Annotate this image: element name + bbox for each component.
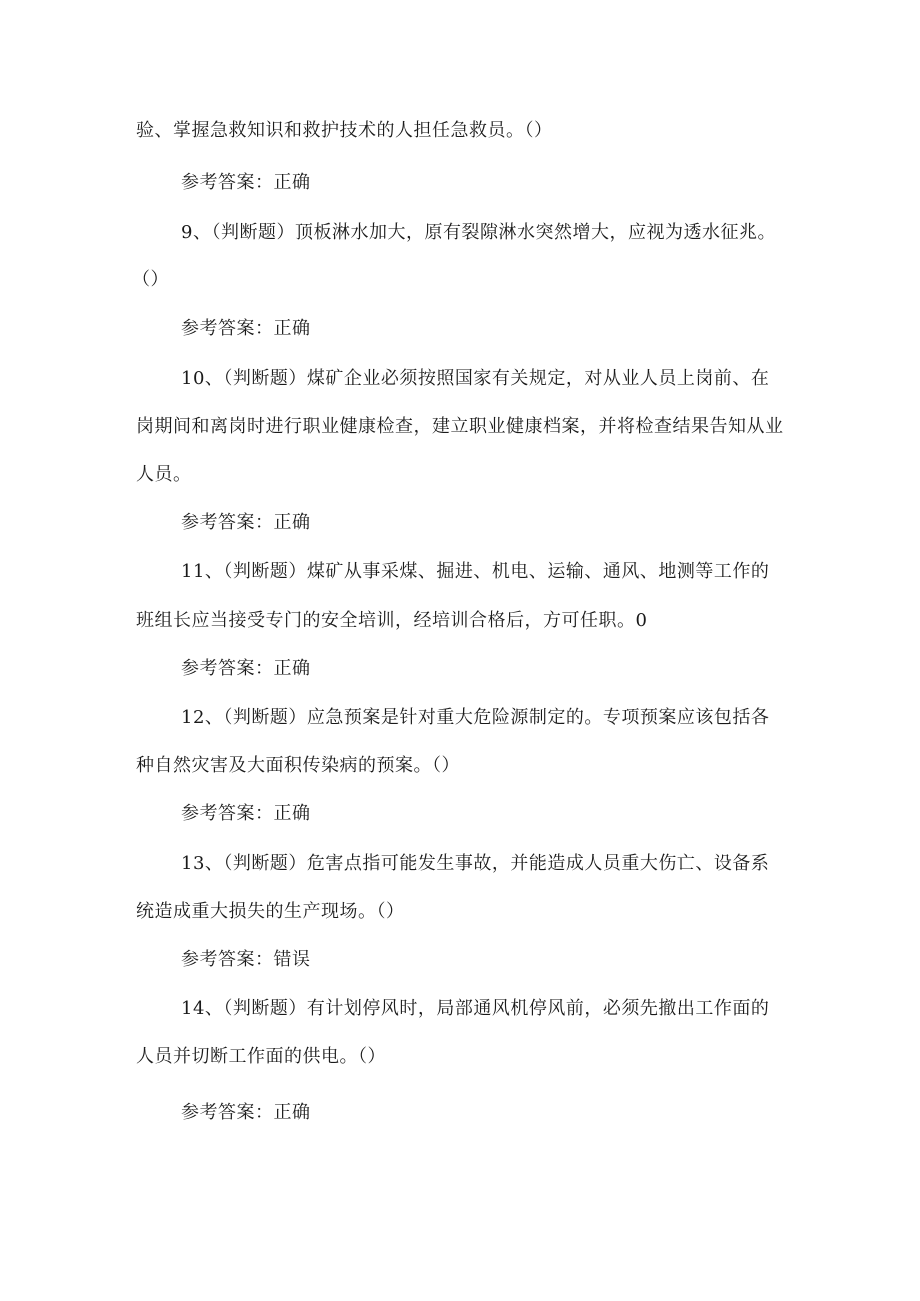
question-line: 9、（判断题）顶板淋水加大，原有裂隙淋水突然增大，应视为透水征兆。 bbox=[181, 222, 776, 243]
question-line: 岗期间和离岗时进行职业健康检查，建立职业健康档案，并将检查结果告知从业 bbox=[136, 416, 784, 437]
question-line: 11、（判断题）煤矿从事采煤、掘进、机电、运输、通风、地测等工作的 bbox=[181, 561, 770, 582]
question-line: 12、（判断题）应急预案是针对重大危险源制定的。专项预案应该包括各 bbox=[181, 707, 770, 728]
question-line: 13、（判断题）危害点指可能发生事故，并能造成人员重大伤亡、设备系 bbox=[181, 853, 770, 874]
answer-line: 参考答案：正确 bbox=[181, 172, 311, 193]
question-line: 种自然灾害及大面积传染病的预案。（） bbox=[136, 755, 460, 776]
answer-line: 参考答案：正确 bbox=[181, 803, 311, 824]
question-line: 统造成重大损失的生产现场。（） bbox=[136, 901, 405, 922]
question-line: 14、（判断题）有计划停风时，局部通风机停风前，必须先撤出工作面的 bbox=[181, 998, 770, 1019]
question-line: 人员并切断工作面的供电。（） bbox=[136, 1046, 386, 1067]
answer-line: 参考答案：正确 bbox=[181, 318, 311, 339]
question-line: 人员。 bbox=[136, 464, 192, 485]
answer-line: 参考答案：正确 bbox=[181, 1102, 311, 1123]
question-line: 10、（判断题）煤矿企业必须按照国家有关规定，对从业人员上岗前、在 bbox=[181, 368, 770, 389]
question-line: 班组长应当接受专门的安全培训，经培训合格后，方可任职。0 bbox=[136, 610, 648, 631]
answer-line: 参考答案：正确 bbox=[181, 658, 311, 679]
question-line: 验、掌握急救知识和救护技术的人担任急救员。（） bbox=[136, 120, 553, 141]
answer-line: 参考答案：正确 bbox=[181, 512, 311, 533]
answer-line: 参考答案：错误 bbox=[181, 949, 311, 970]
question-line: （） bbox=[132, 269, 169, 290]
